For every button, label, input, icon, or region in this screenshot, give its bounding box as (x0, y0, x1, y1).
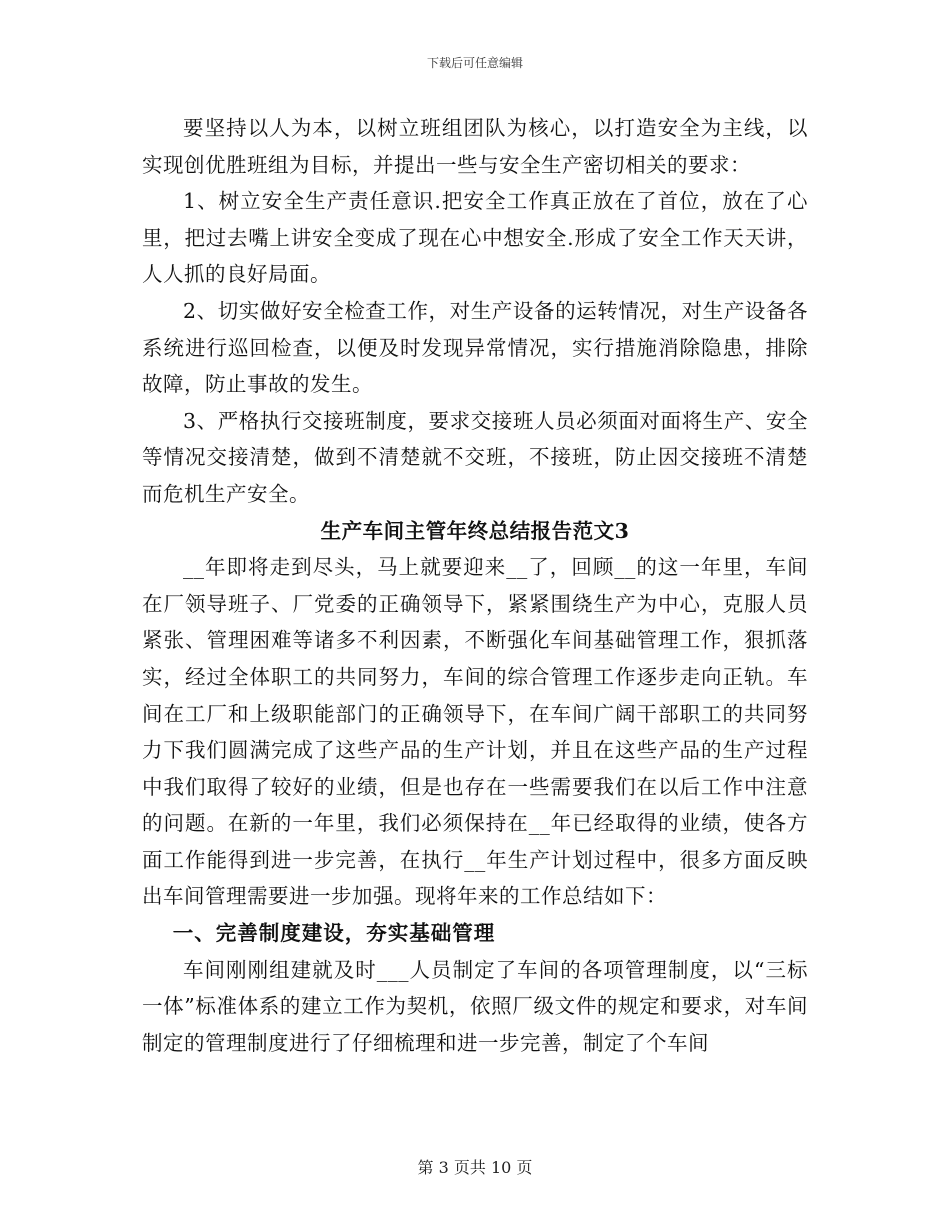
paragraph-item-1: 1、树立安全生产责任意识.把安全工作真正放在了首位，放在了心里，把过去嘴上讲安全变成了现在心中想安全.形成了安全工作天天讲，人人抓的良好局面。 (142, 189, 808, 287)
paragraph-intro: 要坚持以人为本，以树立班组团队为核心，以打造安全为主线，以实现创优胜班组为目标，并提出一些与安全生产密切相关的要求： (142, 116, 808, 177)
page-footer: 第 3 页共 10 页 (417, 1158, 533, 1177)
page-header: 下载后可任意编辑 (426, 56, 523, 70)
subheading-paragraph: 车间刚刚组建就及时___人员制定了车间的各项管理制度，以“三标一体”标准体系的建立工作为契机，依照厂级文件的规定和要求，对车间制定的管理制度进行了仔细梳理和进一步完善，制定了个车间 (142, 957, 808, 1055)
paragraph-item-3: 3、严格执行交接班制度，要求交接班人员必须面对面将生产、安全等情况交接清楚，做到不清楚就不交班，不接班，防止因交接班不清楚而危机生产安全。 (142, 408, 808, 506)
paragraph-item-2: 2、切实做好安全检查工作，对生产设备的运转情况，对生产设备各系统进行巡回检查，以便及时发现异常情况，实行措施消除隐患，排除故障，防止事故的发生。 (142, 298, 808, 397)
section-paragraph: __年即将走到尽头，马上就要迎来__了，回顾__的这一年里，车间在厂领导班子、厂党委的正确领导下，紧紧围绕生产为中心，克服人员紧张、管理困难等诸多不利因素，不断强化车间基础管理工作，狠抓落实，经过全体职工的共同努力，车间的综合管理工作逐步走向正轨。车间在工厂和上级职能部门的正确领导下，在车间广阔干部职工的共同努力下我们圆满完成了这些产品的生产计划，并且在这些产品的生产过程中我们取得了较好的业绩，但是也存在一些需要我们在以后工作中注意的问题。在新的一年里，我们必须保持在__年已经取得的业绩，使各方面工作能得到进一步完善，在执行__年生产计划过程中，很多方面反映出车间管理需要进一步加强。现将年来的工作总结如下： (142, 555, 808, 909)
subheading: 一、完善制度建设，夯实基础管理 (172, 921, 496, 946)
document-body (142, 110, 808, 1061)
section-title: 生产车间主管年终总结报告范文3 (320, 518, 630, 543)
